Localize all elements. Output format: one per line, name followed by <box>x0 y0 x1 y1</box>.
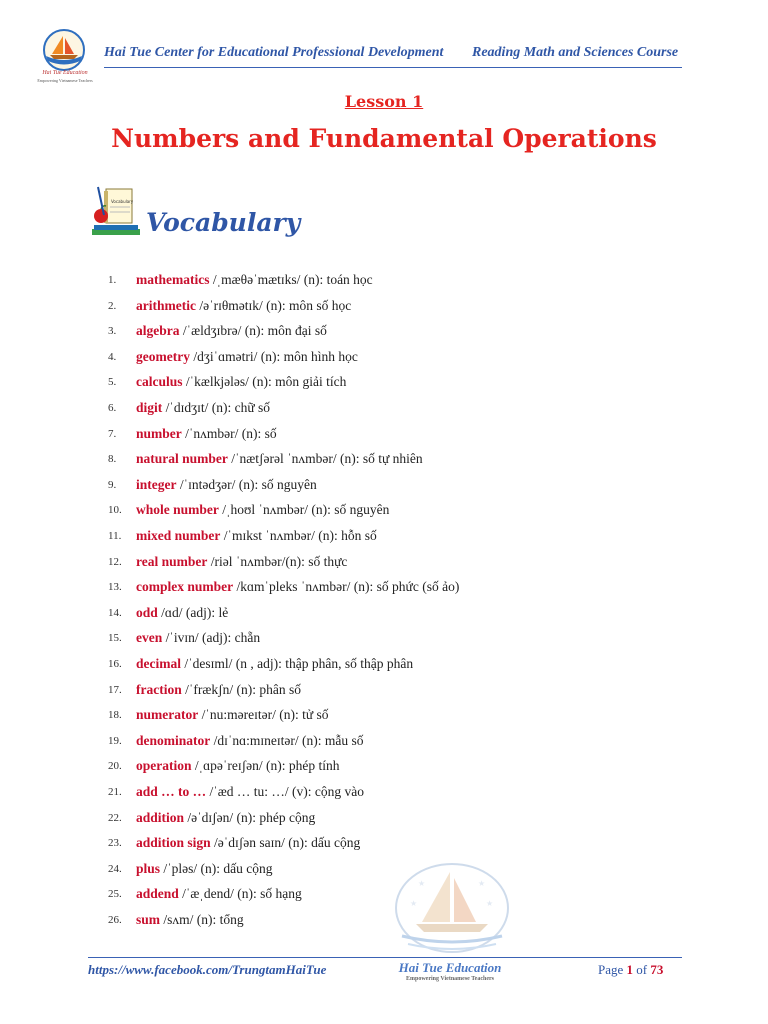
list-item-number: 12. <box>108 555 122 568</box>
list-item-number: 21. <box>108 786 122 798</box>
list-item-number: 22. <box>108 811 122 824</box>
vocab-definition: /ˈɪntədʒər/ (n): số nguyên <box>176 476 317 492</box>
vocab-definition: /ˈivɪn/ (adj): chẵn <box>162 630 261 646</box>
vocab-definition: /ˈkælkjələs/ (n): môn giải tích <box>182 374 347 390</box>
list-item-number: 15. <box>108 632 122 645</box>
vocab-term: mathematics <box>136 272 210 287</box>
list-item-number: 19. <box>108 734 122 747</box>
vocab-term: sum <box>136 912 161 927</box>
lesson-label: Lesson 1 <box>344 92 424 111</box>
list-item-text <box>136 526 377 546</box>
list-item-number: 16. <box>108 658 122 670</box>
list-item-text <box>136 910 244 930</box>
logo-caption <box>34 70 96 84</box>
vocab-definition: /kɑmˈpleks ˈnʌmbər/ (n): số phức (số ảo) <box>233 579 460 595</box>
vocab-term: numerator <box>136 707 199 723</box>
vocab-definition: /ˈfrækʃn/ (n): phân số <box>181 681 301 697</box>
svg-text:★: ★ <box>418 879 426 888</box>
vocab-definition: /əˈrɪθmətɪk/ (n): môn số học <box>195 297 352 313</box>
list-item-number: 26. <box>108 914 122 926</box>
watermark-logo-icon <box>388 856 516 956</box>
list-item-text <box>136 756 340 776</box>
vocab-term: plus <box>136 860 161 876</box>
footer-brand-tagline: Empowering Vietnamese Teachers <box>406 976 494 982</box>
footer-brand <box>380 961 520 983</box>
vocab-definition: /ˈnʌmbər/ (n): số <box>181 425 277 441</box>
vocab-definition: /ˌhoʊl ˈnʌmbər/ (n): số nguyên <box>218 502 390 518</box>
vocab-term: calculus <box>136 374 183 390</box>
list-item-number: 8. <box>108 453 117 466</box>
vocab-definition: /sʌm/ (n): tổng <box>160 912 244 927</box>
vocab-definition: /ˈnu:məreɪtər/ (n): tử số <box>198 707 329 723</box>
vocab-term: odd <box>136 604 158 620</box>
vocab-term: even <box>136 630 163 646</box>
page-title: Numbers and Fundamental Operations <box>111 124 657 153</box>
vocab-term: digit <box>136 400 163 415</box>
vocab-term: addition <box>136 809 185 825</box>
book-label: Vocabulary <box>111 199 134 204</box>
list-item-text <box>136 270 373 290</box>
logo-title: Hai Tue Education <box>42 70 88 76</box>
list-item-text <box>136 654 413 674</box>
vocab-term: decimal <box>136 656 181 671</box>
list-item-text <box>136 731 364 751</box>
list-item-number: 10. <box>108 504 122 517</box>
vocab-term: natural number <box>136 451 228 467</box>
vocab-term: denominator <box>136 732 211 748</box>
vocab-definition: /ˈnætʃərəl ˈnʌmbər/ (n): số tự nhiên <box>227 451 423 467</box>
vocab-definition: /ˈældʒɪbrə/ (n): môn đại số <box>179 323 327 339</box>
vocab-term: arithmetic <box>136 297 196 313</box>
vocab-term: add … to … <box>136 784 207 799</box>
vocab-term: complex number <box>136 579 234 595</box>
list-item-number: 13. <box>108 581 122 594</box>
vocab-term: fraction <box>136 681 182 697</box>
vocab-definition: /dɪˈnɑ:mɪneɪtər/ (n): mẫu số <box>210 732 364 748</box>
vocab-term: number <box>136 425 182 441</box>
list-item-text <box>136 884 302 904</box>
svg-text:★: ★ <box>478 879 486 888</box>
list-item-text <box>136 859 273 879</box>
header-divider <box>104 67 682 68</box>
vocab-definition: /ˈpləs/ (n): dấu cộng <box>160 860 273 876</box>
header-course-name: Reading Math and Sciences Course <box>472 45 679 60</box>
page-total: 73 <box>650 962 664 977</box>
list-item-text <box>136 833 360 853</box>
list-item-text <box>136 680 301 700</box>
list-item-number: 23. <box>108 837 122 850</box>
list-item-number: 7. <box>108 427 117 440</box>
footer-brand-name: Hai Tue Education <box>398 960 502 975</box>
list-item-text <box>136 449 423 469</box>
header-center-name: Hai Tue Center for Educational Professional Development <box>104 45 444 60</box>
list-item-number: 4. <box>108 350 117 363</box>
list-item-number: 6. <box>108 402 117 414</box>
list-item-text <box>136 321 327 341</box>
list-item-text <box>136 808 315 828</box>
list-item-number: 11. <box>108 530 122 542</box>
vocab-term: addition sign <box>136 835 211 851</box>
vocab-definition: /ˈdesɪml/ (n , adj): thập phân, số thập phân <box>181 656 414 671</box>
list-item-text <box>136 424 277 444</box>
vocab-definition: /ˈmɪkst ˈnʌmbər/ (n): hỗn số <box>220 528 377 543</box>
list-item-text <box>136 500 389 520</box>
vocab-definition: /riəl ˈnʌmbər/(n): số thực <box>207 553 348 569</box>
page-of: of <box>633 962 651 977</box>
list-item-number: 5. <box>108 376 117 389</box>
list-item-number: 3. <box>108 325 117 338</box>
list-item-text <box>136 552 347 572</box>
vocab-term: integer <box>136 476 177 492</box>
list-item-number: 14. <box>108 606 122 619</box>
vocab-definition: /ˌmæθəˈmætɪks/ (n): toán học <box>209 272 373 287</box>
logo-tagline: Empowering Vietnamese Teachers <box>37 78 93 83</box>
list-item-text <box>136 577 459 597</box>
page-number <box>598 962 663 978</box>
list-item-text <box>136 603 228 623</box>
vocab-term: algebra <box>136 323 180 339</box>
vocab-definition: /ˈæd … tu: …/ (v): cộng vào <box>206 784 364 799</box>
list-item-text <box>136 347 358 367</box>
list-item-text <box>136 705 329 725</box>
list-item-number: 24. <box>108 862 122 875</box>
vocab-definition: /ˌɑpəˈreɪʃən/ (n): phép tính <box>191 758 340 774</box>
page-header <box>0 0 768 83</box>
page-current: 1 <box>626 962 634 977</box>
footer-divider <box>88 957 682 958</box>
vocab-definition: /əˈdɪʃən saɪn/ (n): dấu cộng <box>210 835 361 851</box>
list-item-text <box>136 628 260 648</box>
list-item-text <box>136 372 346 392</box>
vocab-definition: /ɑd/ (adj): lẻ <box>157 604 229 620</box>
list-item-number: 20. <box>108 760 122 773</box>
list-item-number: 1. <box>108 274 117 286</box>
vocab-definition: /dʒiˈɑmətri/ (n): môn hình học <box>189 348 358 364</box>
vocab-definition: /əˈdɪʃən/ (n): phép cộng <box>184 809 316 825</box>
list-item-text <box>136 782 364 802</box>
vocabulary-book-icon <box>90 185 142 239</box>
vocab-definition: /ˈæˌdend/ (n): số hạng <box>178 886 302 902</box>
section-heading: Vocabulary <box>146 208 301 237</box>
svg-text:★: ★ <box>486 899 494 908</box>
list-item-number: 17. <box>108 683 122 696</box>
page-prefix: Page <box>598 962 627 977</box>
list-item-number: 18. <box>108 709 122 722</box>
vocab-term: operation <box>136 758 192 774</box>
list-item-number: 9. <box>108 478 117 491</box>
vocab-term: whole number <box>136 502 219 518</box>
vocab-term: real number <box>136 553 208 569</box>
svg-text:★: ★ <box>410 899 418 908</box>
list-item-number: 2. <box>108 299 117 312</box>
list-item-text <box>136 475 317 495</box>
vocab-definition: /ˈdɪdʒɪt/ (n): chữ số <box>162 400 271 415</box>
facebook-link[interactable]: https://www.facebook.com/TrungtamHaiTue <box>88 962 327 977</box>
list-item-text <box>136 296 351 316</box>
vocab-term: addend <box>136 886 179 902</box>
list-item-text <box>136 398 270 418</box>
vocab-term: geometry <box>136 348 190 364</box>
vocab-term: mixed number <box>136 528 221 543</box>
list-item-number: 25. <box>108 888 122 901</box>
